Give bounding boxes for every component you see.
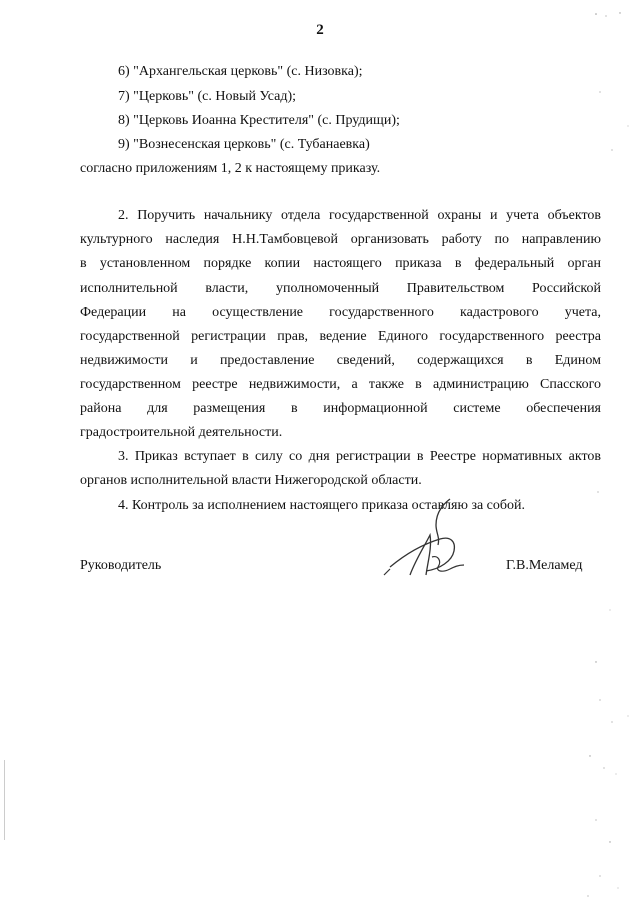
paragraph-2-line: недвижимости и предоставление сведений, содержащихся в Едином [80,353,601,368]
page-number: 2 [316,22,324,38]
list-item: 7) "Церковь" (с. Новый Усад); [118,89,297,104]
handwritten-signature [380,495,470,585]
paragraph-3-line: органов исполнительной власти Нижегородской области. [80,473,422,488]
paragraph-2-line: района для размещения в информационной системе обеспечения [80,401,601,416]
list-tail: согласно приложениям 1, 2 к настоящему приказу. [80,161,381,176]
paragraph-4: 4. Контроль за исполнением настоящего приказа оставляю за собой. [118,498,526,513]
paragraph-2-line: государственном реестре недвижимости, а также в администрацию Спасского [80,377,601,392]
list-item: 8) "Церковь Иоанна Крестителя" (с. Прудищи); [118,113,400,128]
signatory-name: Г.В.Меламед [506,558,583,573]
paragraph-2-line: в установленном порядке копии настоящего приказа в федеральный орган [80,256,601,271]
list-item: 9) "Вознесенская церковь" (с. Тубанаевка) [118,137,370,152]
paragraph-2-line: исполнительной власти, уполномоченный Правительством Российской [80,281,601,296]
paragraph-2-line: 2. Поручить начальнику отдела государственной охраны и учета объектов [118,208,601,223]
paragraph-2-line: культурного наследия Н.Н.Тамбовцевой организовать работу по направлению [80,232,601,247]
scan-edge-line [4,760,5,840]
list-item: 6) "Архангельская церковь" (с. Низовка); [118,64,363,79]
signatory-title: Руководитель [80,558,162,573]
paragraph-2-line: Федерации на осуществление государственного кадастрового учета, [80,305,601,320]
paragraph-2-line: государственной регистрации прав, ведение Единого государственного реестра [80,329,601,344]
paragraph-2-line: градостроительной деятельности. [80,425,283,440]
paragraph-3-line: 3. Приказ вступает в силу со дня регистрации в Реестре нормативных актов [118,449,601,464]
